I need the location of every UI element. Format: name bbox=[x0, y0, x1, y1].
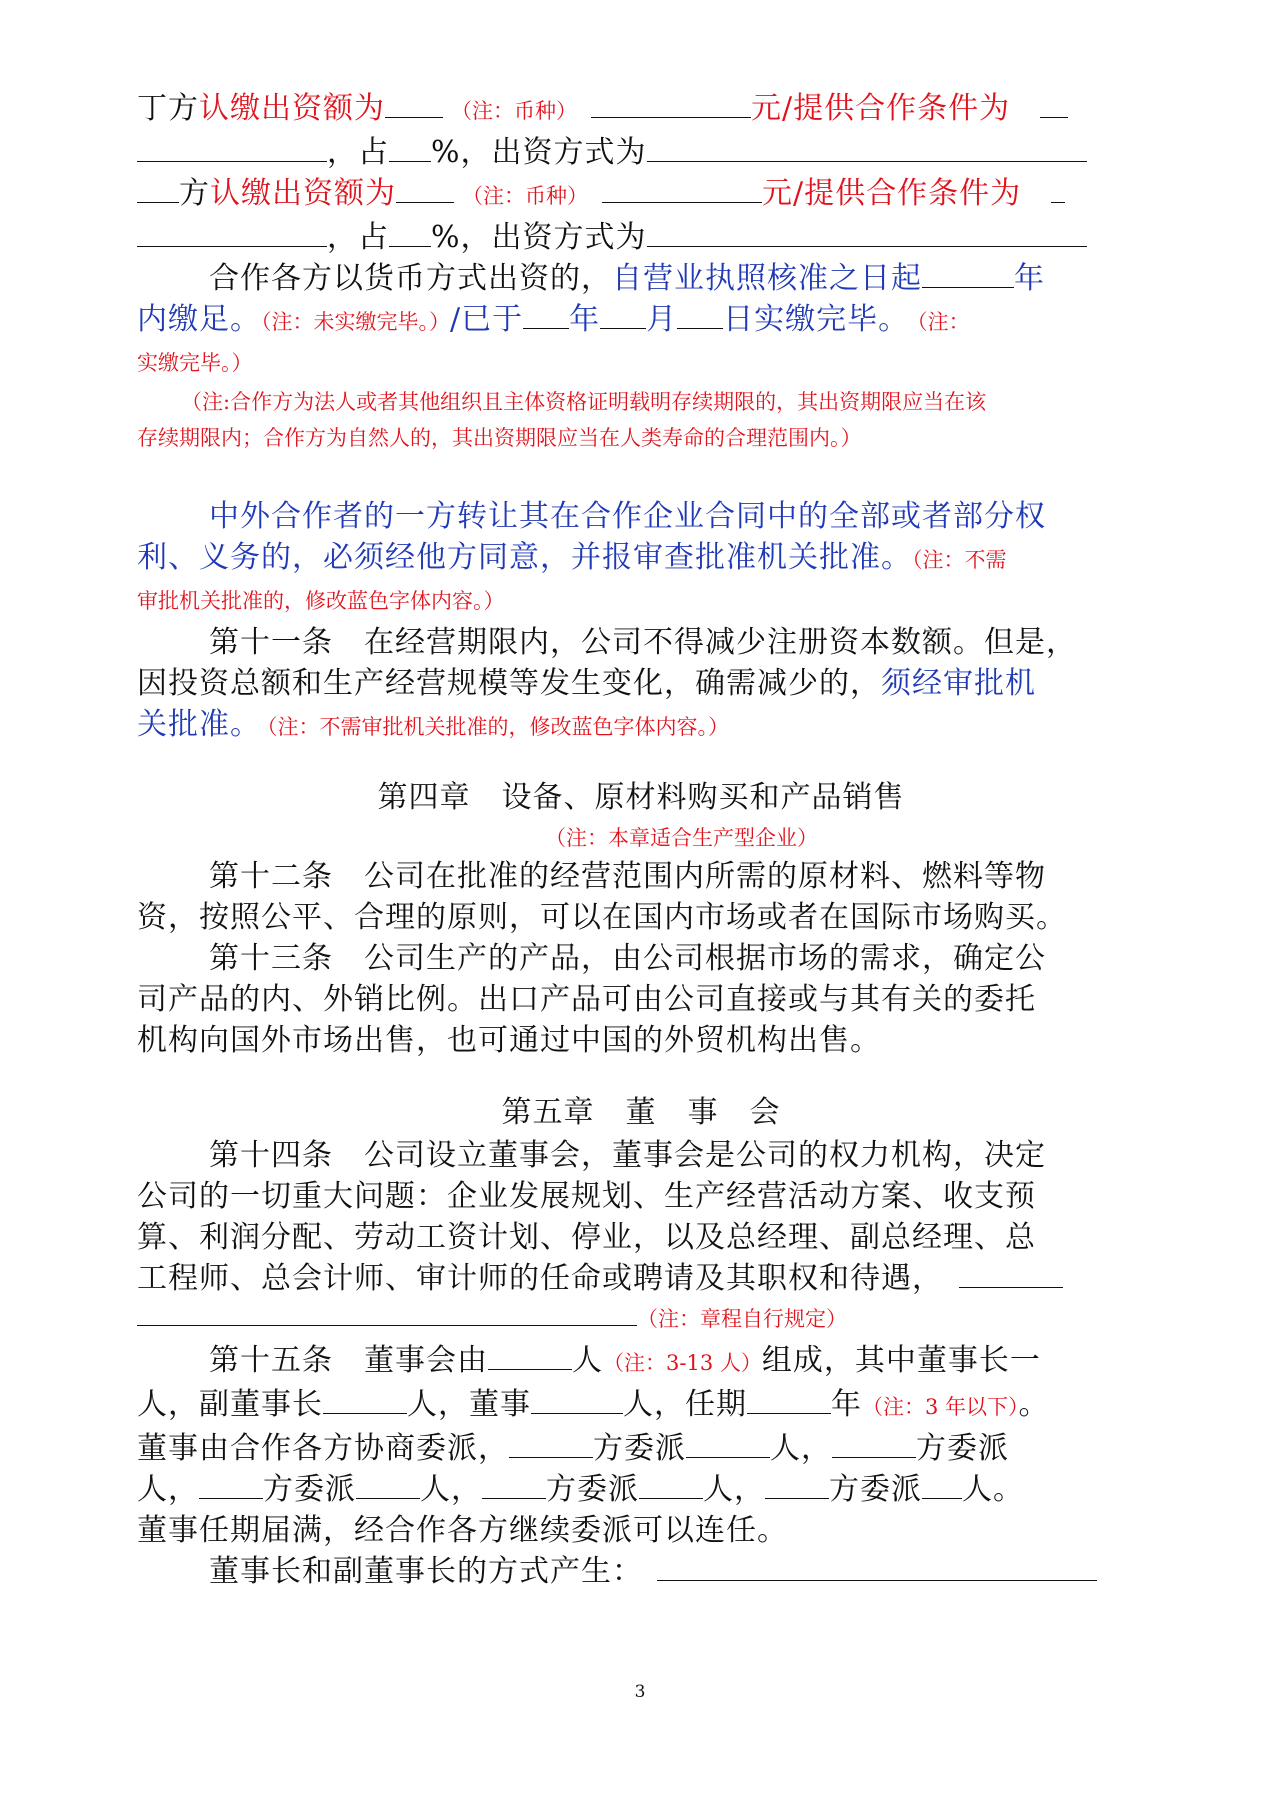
blank-field[interactable] bbox=[385, 91, 443, 118]
blank-field[interactable] bbox=[922, 1472, 962, 1499]
paragraph-line: 公司的一切重大问题：企业发展规划、生产经营活动方案、收支预 bbox=[137, 1179, 1036, 1214]
spacer bbox=[137, 456, 1145, 496]
blank-field[interactable] bbox=[509, 1431, 593, 1458]
line-15 bbox=[137, 704, 1145, 748]
spacer bbox=[137, 748, 1145, 776]
blank-field[interactable] bbox=[832, 1431, 916, 1458]
line-14 bbox=[137, 663, 1145, 704]
blank-field[interactable] bbox=[639, 1472, 703, 1499]
blank-field[interactable] bbox=[199, 1472, 263, 1499]
text: 方委派 bbox=[546, 1472, 639, 1507]
note: 实缴完毕。） bbox=[137, 351, 253, 375]
text: 人，董事 bbox=[407, 1387, 531, 1422]
text: %，出资方式为 bbox=[431, 135, 647, 170]
paragraph-line: 机构向国外市场出售，也可通过中国的外贸机构出售。 bbox=[137, 1023, 881, 1058]
text: 人， bbox=[420, 1472, 482, 1507]
blank-field[interactable] bbox=[591, 91, 751, 118]
article-14: 第十四条 公司设立董事会，董事会是公司的权力机构，决定 bbox=[209, 1138, 1046, 1173]
blank-field[interactable] bbox=[1051, 176, 1065, 203]
note: （注：不需审批机关批准的，修改蓝色字体内容。） bbox=[267, 715, 729, 739]
line-11 bbox=[137, 537, 1145, 581]
text: 因投资总额和生产经营规模等发生变化，确需减少的， bbox=[137, 666, 881, 701]
chapter-note: （注：本章适合生产型企业） bbox=[545, 826, 818, 850]
note: （注：章程自行规定） bbox=[637, 1307, 847, 1331]
page-number: 3 bbox=[634, 1682, 646, 1702]
paragraph-line: 董事任期届满，经合作各方继续委派可以连任。 bbox=[137, 1513, 788, 1548]
blank-field[interactable] bbox=[686, 1431, 770, 1458]
note-line: 审批机关批准的，修改蓝色字体内容。） bbox=[137, 589, 505, 613]
document-page bbox=[137, 88, 1145, 1592]
blank-field[interactable] bbox=[482, 1472, 546, 1499]
text: 方委派 bbox=[916, 1431, 1009, 1466]
blank-field[interactable] bbox=[488, 1343, 572, 1370]
blank-field[interactable] bbox=[647, 220, 1087, 247]
text: 工程师、总会计师、审计师的任命或聘请及其职权和待遇， bbox=[137, 1261, 943, 1296]
text: 方委派 bbox=[263, 1472, 356, 1507]
text: 人， bbox=[703, 1472, 765, 1507]
spacer bbox=[137, 1061, 1145, 1091]
footnote-line: （注:合作方为法人或者其他组织且主体资格证明载明存续期限的，其出资期限应当在该 bbox=[181, 390, 987, 414]
paragraph-line: 资，按照公平、合理的原则，可以在国内市场或者在国际市场购买。 bbox=[137, 900, 1067, 935]
text: 利、义务的，必须经他方同意，并报审查批准机关批准。 bbox=[137, 540, 912, 575]
text: 第十五条 董事会由 bbox=[209, 1343, 488, 1378]
note: （注： bbox=[917, 310, 970, 334]
text: 组成，其中董事长一 bbox=[761, 1343, 1041, 1378]
text: 人， bbox=[137, 1472, 199, 1507]
blank-field[interactable] bbox=[356, 1472, 420, 1499]
note: （注：币种） bbox=[462, 184, 588, 208]
blank-field[interactable] bbox=[1040, 91, 1068, 118]
text: 月 bbox=[646, 302, 678, 337]
text: ，占 bbox=[327, 220, 389, 255]
text: 。 bbox=[1018, 1387, 1050, 1422]
article-11: 第十一条 在经营期限内，公司不得减少注册资本数额。但是， bbox=[209, 625, 1077, 660]
text: 元/提供合作条件为 bbox=[751, 91, 1011, 126]
blank-field[interactable] bbox=[959, 1261, 1063, 1288]
text: 董事长和副董事长的方式产生： bbox=[209, 1554, 643, 1589]
article-13: 第十三条 公司生产的产品，由公司根据市场的需求，确定公 bbox=[209, 941, 1046, 976]
line-24 bbox=[137, 1258, 1145, 1299]
line-5 bbox=[137, 258, 1145, 299]
text: 丁方 bbox=[137, 91, 199, 126]
paragraph-line: 司产品的内、外销比例。出口产品可由公司直接或与其有关的委托 bbox=[137, 982, 1036, 1017]
line-3 bbox=[137, 173, 1145, 217]
blank-field[interactable] bbox=[531, 1387, 623, 1414]
blank-field[interactable] bbox=[677, 302, 723, 329]
line-27 bbox=[137, 1384, 1145, 1428]
text: 人， bbox=[770, 1431, 832, 1466]
paragraph-line: 中外合作者的一方转让其在合作企业合同中的全部或者部分权 bbox=[209, 499, 1046, 534]
note: （注：币种） bbox=[451, 99, 577, 123]
blank-field[interactable] bbox=[602, 176, 762, 203]
text: 认缴出资额为 bbox=[199, 91, 385, 126]
text: 元/提供合作条件为 bbox=[762, 176, 1022, 211]
text: 关批准。 bbox=[137, 707, 261, 742]
paragraph-line: 算、利润分配、劳动工资计划、停业，以及总经理、副总经理、总 bbox=[137, 1220, 1036, 1255]
text: 方委派 bbox=[593, 1431, 686, 1466]
text: %，出资方式为 bbox=[431, 220, 647, 255]
line-31 bbox=[137, 1551, 1145, 1592]
blank-field[interactable] bbox=[137, 1299, 637, 1326]
blank-field[interactable] bbox=[137, 220, 327, 247]
note: （注：3 年以下） bbox=[862, 1395, 1019, 1419]
text: 年 bbox=[569, 302, 601, 337]
text: ，占 bbox=[327, 135, 389, 170]
text: 人，副董事长 bbox=[137, 1387, 323, 1422]
blank-field[interactable] bbox=[323, 1387, 407, 1414]
text: 年 bbox=[1014, 261, 1045, 296]
chapter-5-heading: 第五章 董 事 会 bbox=[501, 1095, 781, 1130]
text: 董事由合作各方协商委派， bbox=[137, 1431, 509, 1466]
line-25 bbox=[137, 1299, 1145, 1340]
blank-field[interactable] bbox=[747, 1387, 831, 1414]
blank-field[interactable] bbox=[765, 1472, 829, 1499]
text: 自营业执照核准之日起 bbox=[612, 261, 922, 296]
text: 须经审批机 bbox=[881, 666, 1036, 701]
line-28 bbox=[137, 1428, 1145, 1469]
text: 合作各方以货币方式出资的， bbox=[209, 261, 612, 296]
line-4 bbox=[137, 217, 1145, 258]
blank-field[interactable] bbox=[389, 135, 431, 162]
text: 年 bbox=[831, 1387, 862, 1422]
blank-field[interactable] bbox=[600, 302, 646, 329]
text: 日实缴完毕。 bbox=[723, 302, 910, 337]
blank-field[interactable] bbox=[657, 1554, 1097, 1581]
blank-field[interactable] bbox=[137, 135, 327, 162]
blank-field[interactable] bbox=[647, 135, 1087, 162]
line-29 bbox=[137, 1469, 1145, 1510]
line-2 bbox=[137, 132, 1145, 173]
chapter-4-heading: 第四章 设备、原材料购买和产品销售 bbox=[377, 780, 905, 815]
footnote-line: 存续期限内；合作方为自然人的，其出资期限应当在人类寿命的合理范围内。） bbox=[137, 426, 862, 450]
text: 方 bbox=[179, 176, 210, 211]
text: 方委派 bbox=[829, 1472, 922, 1507]
blank-field[interactable] bbox=[396, 176, 454, 203]
line-1 bbox=[137, 88, 1145, 132]
text: /已于 bbox=[450, 302, 524, 337]
note: （注：未实缴完毕。） bbox=[261, 310, 450, 334]
article-12: 第十二条 公司在批准的经营范围内所需的原材料、燃料等物 bbox=[209, 859, 1046, 894]
note: （注：3-13 人） bbox=[603, 1351, 762, 1375]
blank-field[interactable] bbox=[523, 302, 569, 329]
article-15 bbox=[137, 1340, 1145, 1384]
text: 人 bbox=[572, 1343, 603, 1378]
blank-field[interactable] bbox=[137, 176, 179, 203]
blank-field[interactable] bbox=[389, 220, 431, 247]
text: 认缴出资额为 bbox=[210, 176, 396, 211]
line-6 bbox=[137, 299, 1145, 343]
blank-field[interactable] bbox=[922, 261, 1014, 288]
note: （注：不需 bbox=[912, 548, 1007, 572]
text: 人，任期 bbox=[623, 1387, 747, 1422]
text: 人。 bbox=[962, 1472, 1024, 1507]
text: 内缴足。 bbox=[137, 302, 261, 337]
line-7 bbox=[137, 343, 1145, 384]
